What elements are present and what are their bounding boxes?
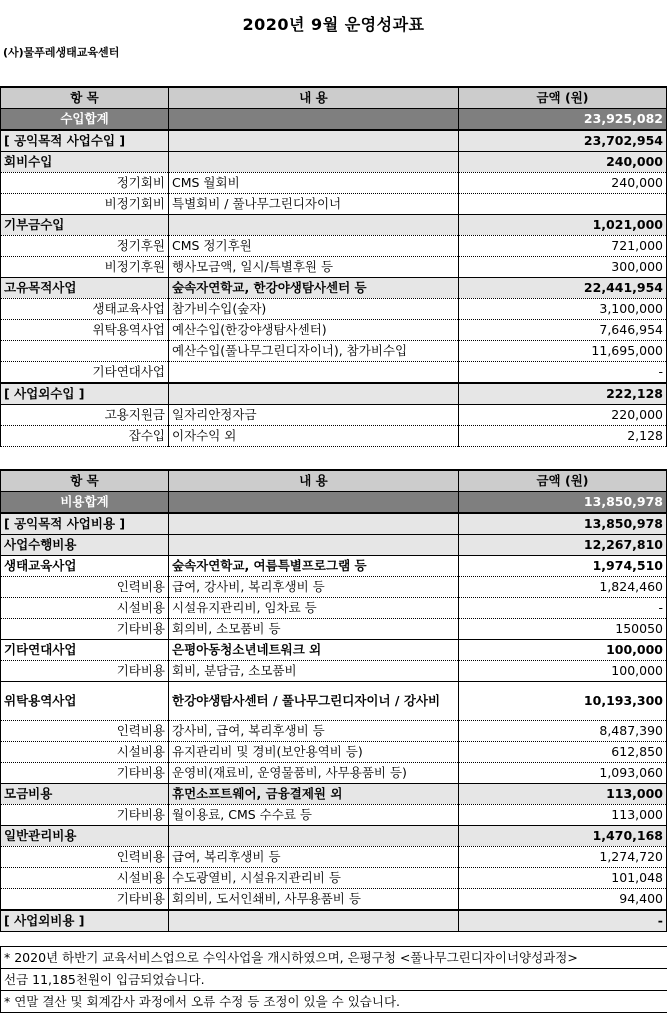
row-item: [ 공익목적 사업수입 ] <box>1 130 169 152</box>
row-item: 사업수행비용 <box>1 535 169 556</box>
row-item: 인력비용 <box>1 847 169 868</box>
row-content: 숲속자연학교, 여름특별프로그램 등 <box>169 556 459 577</box>
table-row <box>1 868 667 889</box>
row-amount: 10,193,300 <box>459 682 667 721</box>
row-content <box>169 215 459 236</box>
row-item: 잡수입 <box>1 426 169 447</box>
row-content <box>169 492 459 514</box>
row-item: 수입합계 <box>1 109 169 131</box>
table-row <box>1 492 667 514</box>
row-amount: 7,646,954 <box>459 320 667 341</box>
income-header-row <box>1 87 667 109</box>
table-row <box>1 661 667 682</box>
row-item: 위탁용역사업 <box>1 320 169 341</box>
row-amount: 8,487,390 <box>459 721 667 742</box>
row-content <box>169 826 459 847</box>
row-item: 기타비용 <box>1 805 169 826</box>
row-amount: 150050 <box>459 619 667 640</box>
row-amount: 113,000 <box>459 784 667 805</box>
expense-table <box>0 469 667 932</box>
row-item: 생태교육사업 <box>1 299 169 320</box>
table-row <box>1 320 667 341</box>
expense-header-row <box>1 470 667 492</box>
row-content: 휴먼소프트웨어, 금융결제원 외 <box>169 784 459 805</box>
table-row <box>1 577 667 598</box>
row-amount: 22,441,954 <box>459 278 667 299</box>
table-row <box>1 194 667 215</box>
row-item: 시설비용 <box>1 742 169 763</box>
row-amount: 1,274,720 <box>459 847 667 868</box>
row-content: 회의비, 소모품비 등 <box>169 619 459 640</box>
header-content: 내 용 <box>169 470 459 492</box>
table-row <box>1 278 667 299</box>
row-content <box>169 130 459 152</box>
row-content: 강사비, 급여, 복리후생비 등 <box>169 721 459 742</box>
row-amount: 240,000 <box>459 152 667 173</box>
row-content: 예산수입(풀나무그린디자이너), 참가비수입 <box>169 341 459 362</box>
row-item: 시설비용 <box>1 598 169 619</box>
row-amount: 94,400 <box>459 889 667 911</box>
header-amount: 금액 (원) <box>459 87 667 109</box>
table-row <box>1 299 667 320</box>
row-amount: - <box>459 598 667 619</box>
table-row <box>1 847 667 868</box>
row-amount: 1,470,168 <box>459 826 667 847</box>
table-row <box>1 383 667 405</box>
row-item: 기부금수입 <box>1 215 169 236</box>
row-content: 운영비(재료비, 운영물품비, 사무용품비 등) <box>169 763 459 784</box>
table-row <box>1 640 667 661</box>
footnote-line: * 2020년 하반기 교육서비스업으로 수익사업을 개시하였으며, 은평구청 <풀나무그린디자이너양성과정> <box>1 947 667 969</box>
row-amount: 721,000 <box>459 236 667 257</box>
header-content: 내 용 <box>169 87 459 109</box>
row-item: [ 공익목적 사업비용 ] <box>1 513 169 535</box>
row-item: 기타비용 <box>1 889 169 911</box>
table-row <box>1 721 667 742</box>
row-item: 비정기회비 <box>1 194 169 215</box>
row-content: 유지관리비 및 경비(보안용역비 등) <box>169 742 459 763</box>
row-content: 수도광열비, 시설유지관리비 등 <box>169 868 459 889</box>
row-content <box>169 383 459 405</box>
table-row <box>1 215 667 236</box>
row-content: 예산수입(한강야생탐사센터) <box>169 320 459 341</box>
row-amount: 3,100,000 <box>459 299 667 320</box>
row-item: 기타연대사업 <box>1 362 169 384</box>
row-amount: 1,824,460 <box>459 577 667 598</box>
table-row <box>1 556 667 577</box>
row-amount: 11,695,000 <box>459 341 667 362</box>
row-item <box>1 341 169 362</box>
row-content <box>169 362 459 384</box>
row-item: 정기후원 <box>1 236 169 257</box>
row-content <box>169 152 459 173</box>
row-amount: 2,128 <box>459 426 667 447</box>
row-content: 급여, 강사비, 복리후생비 등 <box>169 577 459 598</box>
row-item: 위탁용역사업 <box>1 682 169 721</box>
table-row <box>1 535 667 556</box>
row-content: 일자리안정자금 <box>169 405 459 426</box>
row-amount: 222,128 <box>459 383 667 405</box>
table-row <box>1 826 667 847</box>
table-row <box>1 109 667 131</box>
row-item: 고용지원금 <box>1 405 169 426</box>
table-row <box>1 236 667 257</box>
row-content: 참가비수입(숲자) <box>169 299 459 320</box>
row-amount: 1,021,000 <box>459 215 667 236</box>
page-title: 2020년 9월 운영성과표 <box>242 15 425 34</box>
row-content <box>169 109 459 131</box>
row-content: 숲속자연학교, 한강야생탐사센터 등 <box>169 278 459 299</box>
table-row <box>1 805 667 826</box>
row-amount: 100,000 <box>459 661 667 682</box>
row-content: 시설유지관리비, 임차료 등 <box>169 598 459 619</box>
row-item: 고유목적사업 <box>1 278 169 299</box>
row-content: 특별회비 / 풀나무그린디자이너 <box>169 194 459 215</box>
row-amount: 1,093,060 <box>459 763 667 784</box>
row-content: 급여, 복리후생비 등 <box>169 847 459 868</box>
row-item: 인력비용 <box>1 577 169 598</box>
row-content: 한강야생탐사센터 / 풀나무그린디자이너 / 강사비 <box>169 682 459 721</box>
table-row <box>1 889 667 911</box>
row-amount: 101,048 <box>459 868 667 889</box>
row-amount: 612,850 <box>459 742 667 763</box>
row-item: 기타연대사업 <box>1 640 169 661</box>
row-content <box>169 910 459 932</box>
table-row <box>1 513 667 535</box>
row-amount: 113,000 <box>459 805 667 826</box>
row-amount: - <box>459 910 667 932</box>
table-row <box>1 130 667 152</box>
row-amount <box>459 194 667 215</box>
row-item: [ 사업외비용 ] <box>1 910 169 932</box>
table-row <box>1 784 667 805</box>
table-row <box>1 910 667 932</box>
row-item: 기타비용 <box>1 619 169 640</box>
row-item: 인력비용 <box>1 721 169 742</box>
table-row <box>1 426 667 447</box>
row-amount: 220,000 <box>459 405 667 426</box>
row-content: CMS 월회비 <box>169 173 459 194</box>
row-item: 일반관리비용 <box>1 826 169 847</box>
row-content <box>169 535 459 556</box>
row-item: 시설비용 <box>1 868 169 889</box>
row-content: 월이용료, CMS 수수료 등 <box>169 805 459 826</box>
footnote-line: 선금 11,185천원이 입금되었습니다. <box>1 969 667 991</box>
footnote-line: * 연말 결산 및 회계감사 과정에서 오류 수정 등 조정이 있을 수 있습니다. <box>1 991 667 1013</box>
row-amount: 300,000 <box>459 257 667 278</box>
table-row <box>1 742 667 763</box>
table-row <box>1 619 667 640</box>
row-content: 이자수익 외 <box>169 426 459 447</box>
table-row <box>1 405 667 426</box>
header-amount: 금액 (원) <box>459 470 667 492</box>
row-content: 회의비, 도서인쇄비, 사무용품비 등 <box>169 889 459 911</box>
header-item: 항 목 <box>1 87 169 109</box>
footnotes <box>0 946 667 1013</box>
table-row <box>1 341 667 362</box>
row-amount: 1,974,510 <box>459 556 667 577</box>
table-row <box>1 763 667 784</box>
row-amount: 23,925,082 <box>459 109 667 131</box>
row-item: 정기회비 <box>1 173 169 194</box>
row-amount: 13,850,978 <box>459 513 667 535</box>
table-row <box>1 152 667 173</box>
row-content: 행사모금액, 일시/특별후원 등 <box>169 257 459 278</box>
row-item: [ 사업외수입 ] <box>1 383 169 405</box>
table-row <box>1 257 667 278</box>
table-row <box>1 362 667 384</box>
income-table <box>0 86 667 447</box>
table-row <box>1 173 667 194</box>
row-amount: 13,850,978 <box>459 492 667 514</box>
row-amount: 100,000 <box>459 640 667 661</box>
organization-name: (사)물푸레생태교육센터 <box>3 46 120 59</box>
row-amount: - <box>459 362 667 384</box>
row-item: 기타비용 <box>1 763 169 784</box>
row-amount: 23,702,954 <box>459 130 667 152</box>
row-content: 은평아동청소년네트워크 외 <box>169 640 459 661</box>
row-amount: 12,267,810 <box>459 535 667 556</box>
row-item: 모금비용 <box>1 784 169 805</box>
table-row <box>1 598 667 619</box>
row-item: 기타비용 <box>1 661 169 682</box>
header-item: 항 목 <box>1 470 169 492</box>
row-content <box>169 513 459 535</box>
table-row <box>1 682 667 721</box>
row-content: 회비, 분담금, 소모품비 <box>169 661 459 682</box>
row-item: 회비수입 <box>1 152 169 173</box>
row-content: CMS 정기후원 <box>169 236 459 257</box>
row-item: 비정기후원 <box>1 257 169 278</box>
row-item: 생태교육사업 <box>1 556 169 577</box>
row-item: 비용합계 <box>1 492 169 514</box>
row-amount: 240,000 <box>459 173 667 194</box>
